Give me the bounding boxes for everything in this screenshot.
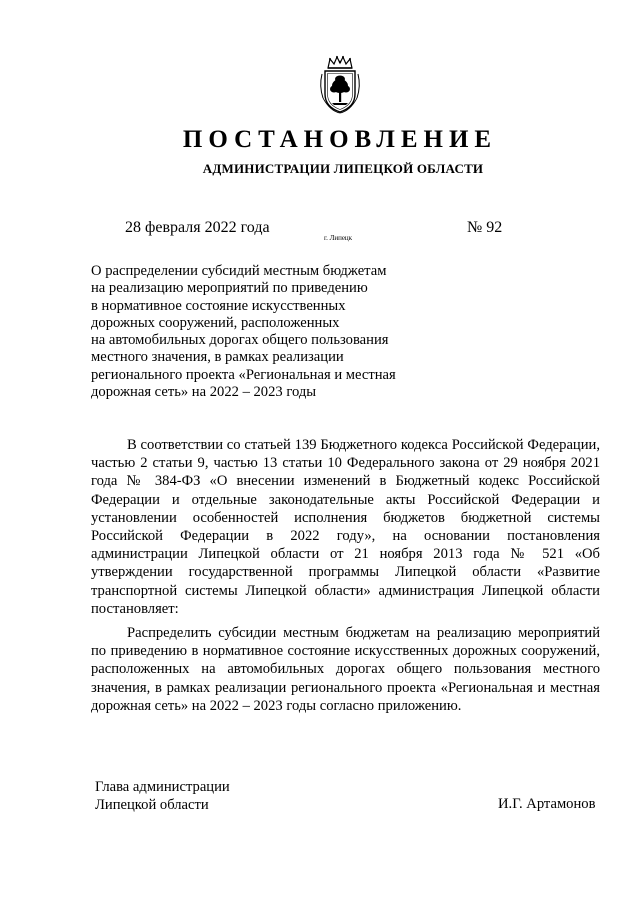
body-paragraph-2: Распределить субсидии местным бюджетам на реализацию мероприятий по приведению в нормативное состояние искусственных дорожных сооружений, расположенных на автомобильных дорогах общего пользования местного значения, в рамках реализации регионального проекта «Региональная и местная дорожная сеть» на 2022 – 2023 годы согласно приложению. — [91, 625, 600, 714]
document-date: 28 февраля 2022 года — [125, 219, 270, 236]
body-paragraph-1: В соответствии со статьей 139 Бюджетного кодекса Российской Федерации, частью 2 статьи 9, частью 13 статьи 10 Федерального закона от 29 ноября 2021 года № 384-ФЗ «О внесении изменений в Бюджетный кодекс Российской Федерации и отдельные законодательные акты Российской Федерации и установлении особенностей исполнения бюджетов бюджетной системы Российской Федерации в 2022 году», на основании постановления администрации Липецкой области от 21 ноября 2013 года № 521 «Об утверждении государственной программы Липецкой области «Развитие транспортной системы Липецкой области» администрация Липецкой области постановляет: — [91, 437, 600, 617]
document-subject — [91, 263, 421, 401]
subject-line: на реализацию мероприятий по приведению — [91, 280, 368, 297]
subject-line: в нормативное состояние искусственных — [91, 297, 346, 314]
signatory-position-line: Липецкой области — [95, 797, 209, 813]
subject-line: О распределении субсидий местным бюджетам — [91, 263, 387, 279]
document-title: ПОСТАНОВЛЕНИЕ — [182, 126, 498, 153]
signatory-position — [95, 778, 230, 814]
subject-line: регионального проекта «Региональная и местная — [91, 366, 396, 383]
document-number: № 92 — [467, 219, 503, 236]
subject-line: местного значения, в рамках реализации — [91, 349, 344, 366]
document-place: г. Липецк — [324, 234, 353, 242]
signatory-position-line: Глава администрации — [95, 779, 230, 795]
coat-of-arms-icon — [318, 54, 362, 114]
subject-line: дорожных сооружений, расположенных — [91, 314, 340, 331]
document-subtitle: АДМИНИСТРАЦИИ ЛИПЕЦКОЙ ОБЛАСТИ — [202, 161, 484, 176]
subject-line: на автомобильных дорогах общего пользования — [91, 332, 389, 349]
subject-line: дорожная сеть» на 2022 – 2023 годы — [91, 384, 317, 401]
signatory-name: И.Г. Артамонов — [498, 796, 596, 812]
